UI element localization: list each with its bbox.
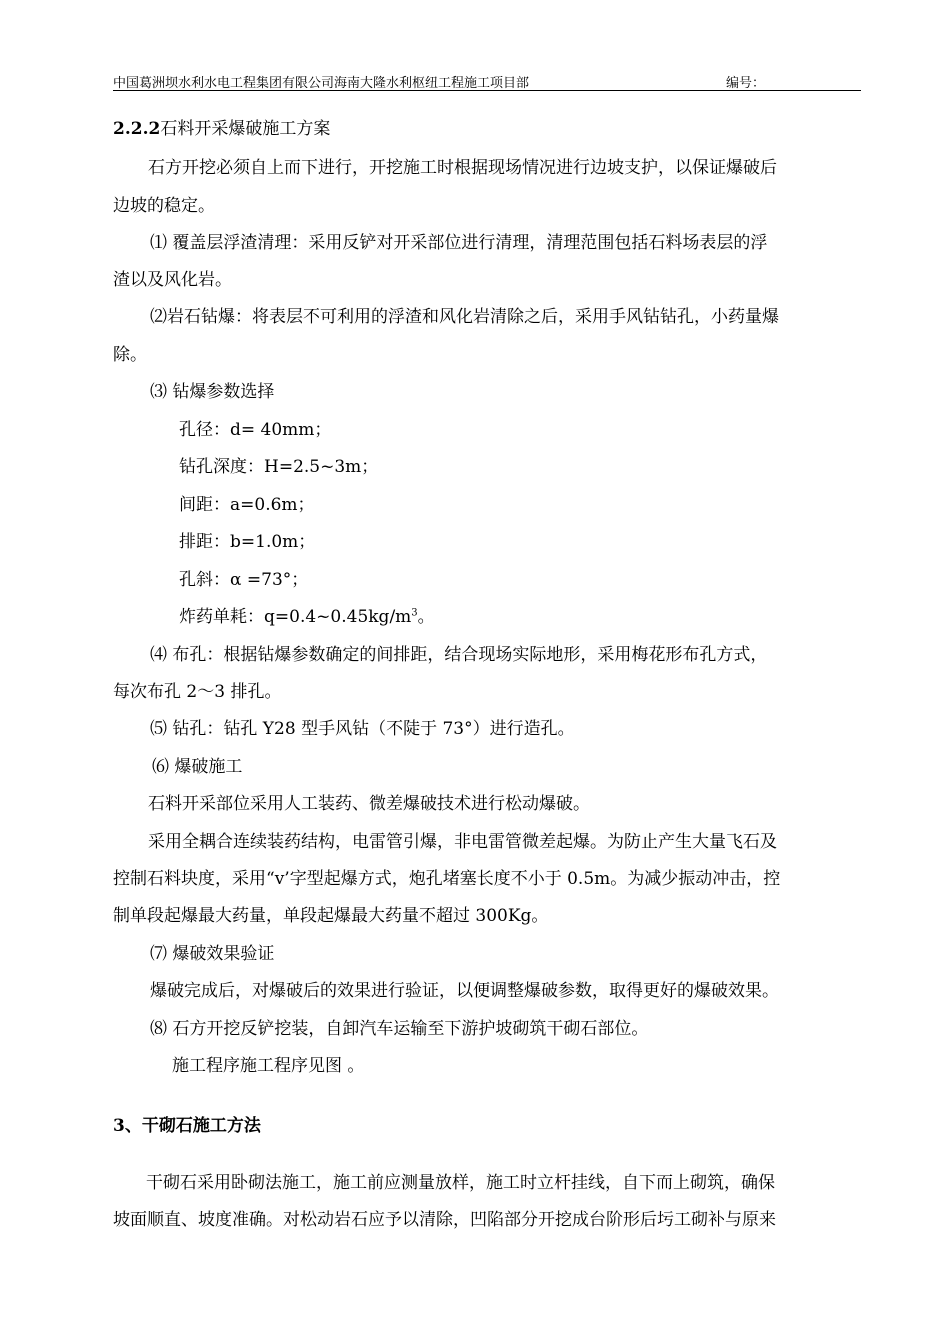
- item-5: ⑸ 钻孔：钻孔 Y28 型手风钻（不陡于 73°）进行造孔。: [150, 719, 575, 739]
- section-heading: [113, 117, 861, 141]
- item-6-text-b-line-3: 制单段起爆最大药量，单段起爆最大药量不超过 300Kg。: [113, 906, 549, 926]
- item-2-line-2: 除。: [113, 345, 147, 365]
- intro-line-1: 石方开挖必须自上而下进行，开挖施工时根据现场情况进行边坡支护，以保证爆破后: [148, 158, 777, 178]
- item-6-text-a: 石料开采部位采用人工装药、微差爆破技术进行松动爆破。: [148, 794, 590, 814]
- item-6-text-b-line-2: 控制石料块度，采用“v’字型起爆方式，炮孔堵塞长度不小于 0.5m。为减少振动冲击，控: [113, 869, 781, 889]
- page-header: [113, 70, 861, 91]
- section-3-line-2: 坡面顺直、坡度准确。对松动岩石应予以清除，凹陷部分开挖成台阶形后圬工砌补与原来: [113, 1210, 776, 1230]
- section-3-title: 3、干砌石施工方法: [113, 1116, 261, 1136]
- item-6-heading: ⑹ 爆破施工: [152, 757, 243, 777]
- header-organization: 中国葛洲坝水利水电工程集团有限公司海南大隆水利枢纽工程施工项目部: [113, 76, 530, 91]
- item-8: ⑻ 石方开挖反铲挖装，自卸汽车运输至下游护坡砌筑干砌石部位。: [150, 1019, 649, 1039]
- param-explosive-text: 炸药单耗：q=0.4~0.45kg/m: [179, 607, 412, 627]
- param-explosive-consumption: [179, 605, 927, 629]
- param-explosive-superscript: 3: [411, 607, 418, 619]
- item-4-line-2: 每次布孔 2～3 排孔。: [113, 682, 282, 702]
- param-spacing: 间距：a=0.6m；: [179, 495, 315, 515]
- param-hole-angle: 孔斜：α =73°；: [179, 570, 309, 590]
- item-4-line-1: ⑷ 布孔：根据钻爆参数确定的间排距，结合现场实际地形，采用梅花形布孔方式，: [150, 645, 768, 665]
- procedure-reference: 施工程序施工程序见图 。: [172, 1056, 365, 1076]
- item-7-heading: ⑺ 爆破效果验证: [150, 944, 275, 964]
- section-3-line-1: 干砌石采用卧砌法施工，施工前应测量放样，施工时立杆挂线，自下而上砌筑，确保: [146, 1173, 775, 1193]
- item-3-heading: ⑶ 钻爆参数选择: [150, 382, 275, 402]
- param-hole-depth: 钻孔深度：H=2.5~3m；: [179, 457, 379, 477]
- param-explosive-end: 。: [417, 607, 435, 627]
- item-7-text: 爆破完成后，对爆破后的效果进行验证，以便调整爆破参数，取得更好的爆破效果。: [150, 981, 779, 1001]
- header-number-label: 编号：: [726, 76, 766, 91]
- section-title: 石料开采爆破施工方案: [160, 119, 331, 139]
- item-1-line-1: ⑴ 覆盖层浮渣清理：采用反铲对开采部位进行清理，清理范围包括石料场表层的浮: [150, 233, 768, 253]
- section-number: 2.2.2: [113, 119, 161, 139]
- item-1-line-2: 渣以及风化岩。: [113, 270, 232, 290]
- param-row-spacing: 排距：b=1.0m；: [179, 532, 316, 552]
- item-2-line-1: ⑵岩石钻爆：将表层不可利用的浮渣和风化岩清除之后，采用手风钻钻孔，小药量爆: [150, 307, 779, 327]
- param-hole-diameter: 孔径：d= 40mm；: [179, 420, 332, 440]
- intro-line-2: 边坡的稳定。: [113, 196, 215, 216]
- item-6-text-b-line-1: 采用全耦合连续装药结构，电雷管引爆，非电雷管微差起爆。为防止产生大量飞石及: [148, 832, 777, 852]
